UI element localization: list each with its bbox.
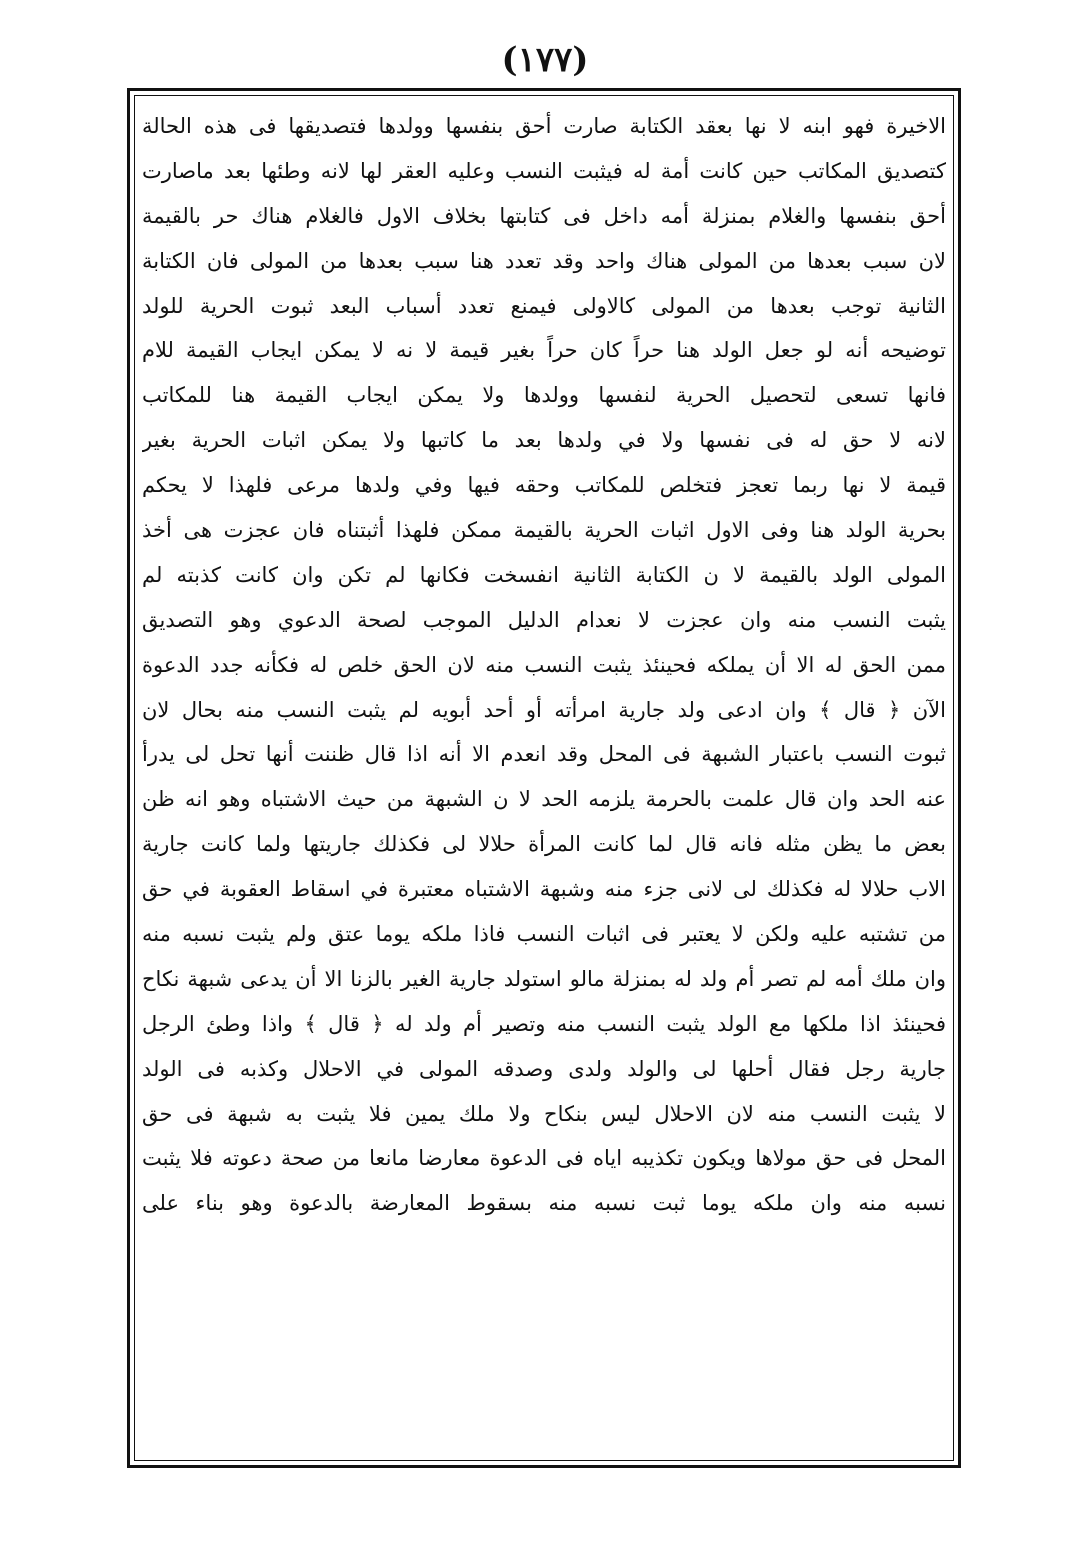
text-line: يثبت النسب منه وان عجزت لا نعدام الدليل الموجب لصحة الدعوي وهو التصديق [142, 607, 946, 632]
text-line: الآن ﴿ قال ﴾ وان ادعى ولد جارية امرأته أو أحد أبويه لم يثبت النسب منه بحال لان [142, 697, 946, 722]
text-line: ممن الحق له الا أن يملكه فحينئذ يثبت النسب منه لان الحق خلص له فكأنه جدد الدعوة [142, 652, 946, 677]
text-line: أحق بنفسها والغلام بمنزلة أمه داخل فى كتابتها بخلاف الاول فالغلام هناك حر بالقيمة [142, 203, 946, 228]
text-line: لانه لا حق له فى نفسها ولا في ولدها بعد ما كاتبها ولا يمكن اثبات الحرية بغير [142, 428, 946, 453]
text-line: قيمة لا نها ربما تعجز فتخلص للمكاتب وحقه فيها وفي ولدها مرعى فلهذا لا يحكم [142, 473, 946, 498]
text-line: الاخيرة فهو ابنه لا نها بعقد الكتابة صارت أحق بنفسها وولدها فتصديقها فى هذه الحالة [142, 114, 946, 138]
text-line: ثبوت النسب باعتبار الشبهة فى المحل وقد انعدم الا أنه اذا قال ظننت أنها تحل لى يدرأ [142, 742, 946, 767]
text-line: فانها تسعى لتحصيل الحرية لنفسها وولدها ولا يمكن ايجاب القيمة هنا للمكاتب [142, 383, 946, 408]
text-line: الاب حلالا له فكذلك لى لانى جزء منه وشبهة الاشتباه معتبرة في اسقاط العقوبة في حق [142, 877, 946, 902]
page-number: (١٧٧) [501, 40, 589, 80]
text-line: فحينئذ اذا ملكها مع الولد يثبت النسب منه وتصير أم ولد له ﴿ قال ﴾ واذا وطئ الرجل [142, 1011, 946, 1036]
text-line: الثانية توجب بعدها من المولى كالاولى فيمنع تعدد أسباب البعد ثبوت الحرية للولد [142, 293, 946, 318]
text-line: بعض ما يظن مثله فانه قال لما كانت المرأة حلالا لى فكذلك جاريتها ولما كانت جارية [142, 832, 946, 857]
text-body [142, 104, 946, 1454]
text-line: المولى الولد بالقيمة لا ن الكتابة الثانية انفسخت فكانها لم تكن وان كانت كذبته لم [142, 562, 946, 587]
text-line: وان ملك أمه لم تصر أم ولد له بمنزلة مالو استولد جارية الغير بالزنا الا أن يدعى شبهة نكاح [142, 966, 946, 991]
text-line: من تشتبه عليه ولكن لا يعتبر فى اثبات النسب فاذا ملكه يوما عتق ولم يثبت نسبه منه [142, 922, 946, 947]
text-line: بحرية الولد هنا وفى الاول اثبات الحرية بالقيمة ممكن فلهذا أثبتناه فان عجزت هى أخذ [142, 518, 946, 543]
text-line: نسبه منه وان ملكه يوما ثبت نسبه منه بسقوط المعارضة بالدعوة وهو بناء على [142, 1191, 946, 1216]
text-line: كتصديق المكاتب حين كانت أمة له فيثبت النسب وعليه العقر لها لانه وطئها بعد ماصارت [142, 158, 946, 183]
text-line: لان سبب بعدها من المولى هناك واحد وقد تعدد هنا سبب بعدها من المولى فان الكتابة [142, 248, 946, 273]
text-line: لا يثبت النسب منه لان الاحلال ليس بنكاح ولا ملك يمين فلا يثبت به شبهة فى حق [142, 1101, 946, 1126]
text-line: المحل فى حق مولاها ويكون تكذيبه اياه فى الدعوة معارضا مانعا من صحة دعوته فلا يثبت [142, 1146, 946, 1171]
text-line: عنه الحد وان قال علمت بالحرمة يلزمه الحد لا ن الشبهة من حيث الاشتباه وهو انه ظن [142, 787, 946, 812]
text-line: توضيحه أنه لو جعل الولد هنا حراً كان حراً بغير قيمة لا نه لا يمكن ايجاب القيمة للام [142, 338, 946, 363]
text-line: جارية رجل فقال أحلها لى والولد ولدى وصدقه المولى في الاحلال وكذبه فى الولد [142, 1056, 946, 1081]
